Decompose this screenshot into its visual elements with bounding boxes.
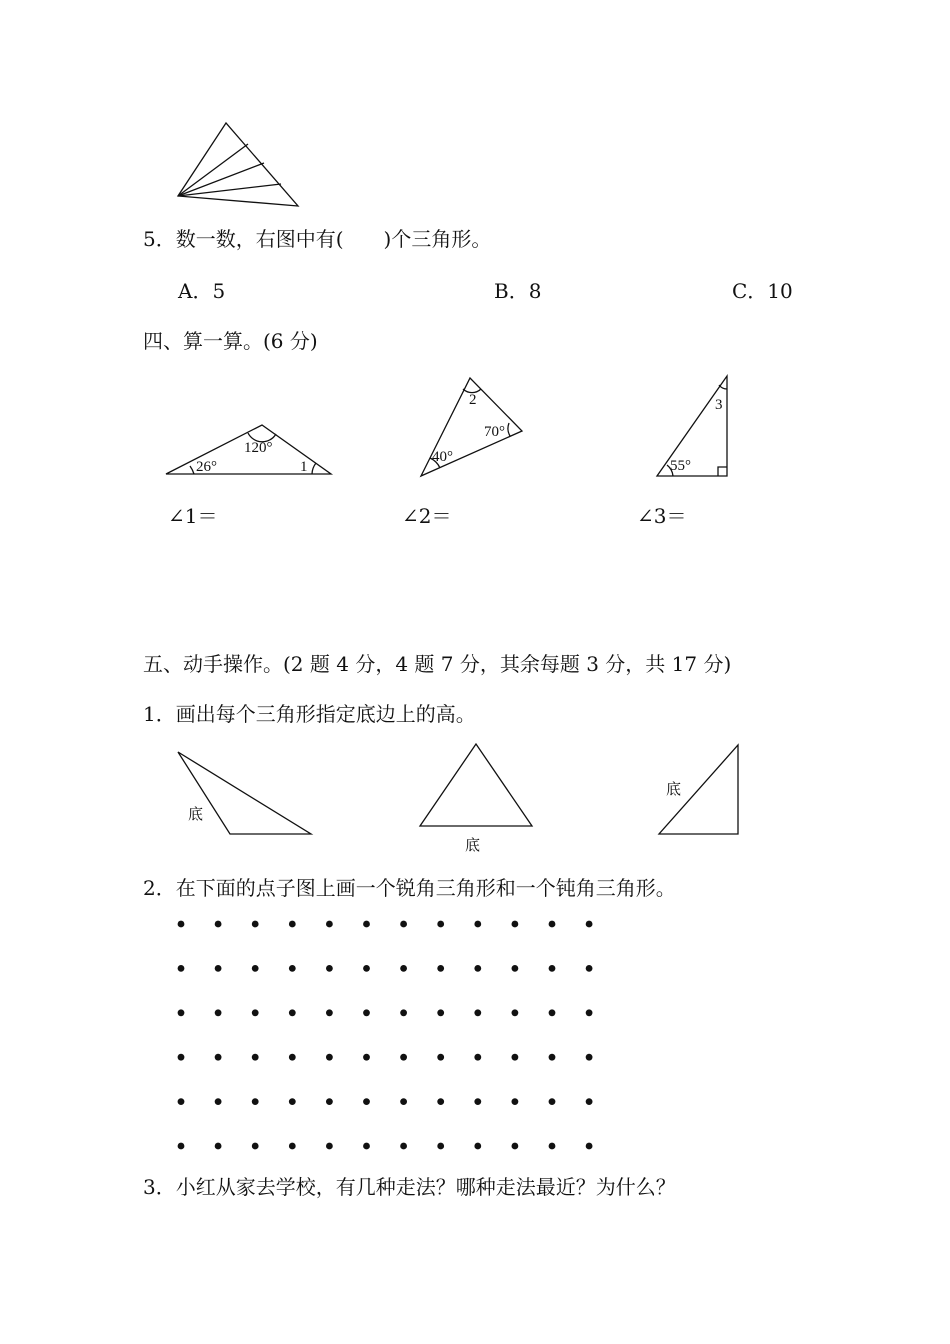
grid-dot[interactable] [512,965,519,972]
base-label-3: 底 [666,780,682,798]
option-b: B．8 [494,279,542,303]
grid-dot[interactable] [252,1098,259,1105]
option-a: A．5 [178,279,226,303]
grid-dot[interactable] [289,965,296,972]
grid-dot[interactable] [437,965,444,972]
grid-dot[interactable] [437,921,444,928]
angle-label-1: 1 [300,459,308,475]
angle-label-70: 70° [484,424,505,440]
grid-dot[interactable] [363,921,370,928]
grid-dot[interactable] [178,1098,185,1105]
grid-dot[interactable] [400,1054,407,1061]
grid-dot[interactable] [178,921,185,928]
angle-label-3: 3 [715,397,723,413]
grid-dot[interactable] [586,921,593,928]
grid-dot[interactable] [586,1009,593,1016]
angle-label-26: 26° [196,459,217,475]
grid-dot[interactable] [215,1054,222,1061]
grid-dot[interactable] [400,1098,407,1105]
grid-dot[interactable] [178,1054,185,1061]
grid-dot[interactable] [363,965,370,972]
grid-dot[interactable] [363,1143,370,1150]
grid-dot[interactable] [326,1009,333,1016]
grid-dot[interactable] [326,921,333,928]
angle-label-55: 55° [670,458,691,474]
grid-dot[interactable] [289,921,296,928]
grid-dot[interactable] [215,1009,222,1016]
grid-dot[interactable] [474,1143,481,1150]
grid-dot[interactable] [178,1009,185,1016]
base-label-2: 底 [465,836,481,854]
angle-label-40: 40° [432,449,453,465]
grid-dot[interactable] [586,965,593,972]
answer-angle-3: ∠3＝ [637,504,687,528]
grid-dot[interactable] [474,1098,481,1105]
grid-dot[interactable] [586,1143,593,1150]
grid-dot[interactable] [549,965,556,972]
grid-dot[interactable] [549,1009,556,1016]
answer-angle-1: ∠1＝ [168,504,218,528]
grid-dot[interactable] [474,1054,481,1061]
grid-dot[interactable] [215,1098,222,1105]
grid-dot[interactable] [474,921,481,928]
grid-dot[interactable] [512,1143,519,1150]
grid-dot[interactable] [252,921,259,928]
grid-dot[interactable] [289,1143,296,1150]
grid-dot[interactable] [363,1054,370,1061]
grid-dot[interactable] [252,1009,259,1016]
grid-dot[interactable] [437,1009,444,1016]
grid-dot[interactable] [178,1143,185,1150]
angle-label-2: 2 [469,392,477,408]
grid-dot[interactable] [326,965,333,972]
grid-dot[interactable] [437,1098,444,1105]
grid-dot[interactable] [252,1054,259,1061]
grid-dot[interactable] [289,1054,296,1061]
grid-dot[interactable] [178,965,185,972]
base-label-1: 底 [188,805,204,823]
grid-dot[interactable] [512,1098,519,1105]
grid-dot[interactable] [437,1054,444,1061]
section-5-q1-prompt: 1．画出每个三角形指定底边上的高。 [143,702,476,726]
grid-dot[interactable] [289,1009,296,1016]
grid-dot[interactable] [252,965,259,972]
grid-dot[interactable] [586,1098,593,1105]
grid-dot[interactable] [363,1009,370,1016]
section-4-heading: 四、算一算。(6 分) [143,329,318,353]
grid-dot[interactable] [252,1143,259,1150]
grid-dot[interactable] [549,921,556,928]
grid-dot[interactable] [512,921,519,928]
grid-dot[interactable] [326,1054,333,1061]
grid-dot[interactable] [400,1143,407,1150]
grid-dot[interactable] [400,1009,407,1016]
grid-dot[interactable] [363,1098,370,1105]
grid-dot[interactable] [400,965,407,972]
grid-dot[interactable] [400,921,407,928]
grid-dot[interactable] [326,1143,333,1150]
grid-dot[interactable] [474,965,481,972]
section-5-q2-prompt: 2．在下面的点子图上画一个锐角三角形和一个钝角三角形。 [143,876,676,900]
question-5-prompt: 5．数一数，右图中有( )个三角形。 [143,227,492,251]
grid-dot[interactable] [512,1054,519,1061]
grid-dot[interactable] [215,965,222,972]
grid-dot[interactable] [437,1143,444,1150]
grid-dot[interactable] [474,1009,481,1016]
section-5-q3-prompt: 3．小红从家去学校，有几种走法？哪种走法最近？为什么？ [143,1175,676,1199]
angle-label-120: 120° [244,440,273,456]
grid-dot[interactable] [289,1098,296,1105]
section-5-heading: 五、动手操作。(2 题 4 分，4 题 7 分，其余每题 3 分，共 17 分) [143,652,732,676]
grid-dot[interactable] [586,1054,593,1061]
grid-dot[interactable] [326,1098,333,1105]
option-c: C．10 [732,279,793,303]
grid-dot[interactable] [215,921,222,928]
grid-dot[interactable] [215,1143,222,1150]
grid-dot[interactable] [549,1143,556,1150]
grid-dot[interactable] [512,1009,519,1016]
answer-angle-2: ∠2＝ [402,504,452,528]
grid-dot[interactable] [549,1098,556,1105]
grid-dot[interactable] [549,1054,556,1061]
